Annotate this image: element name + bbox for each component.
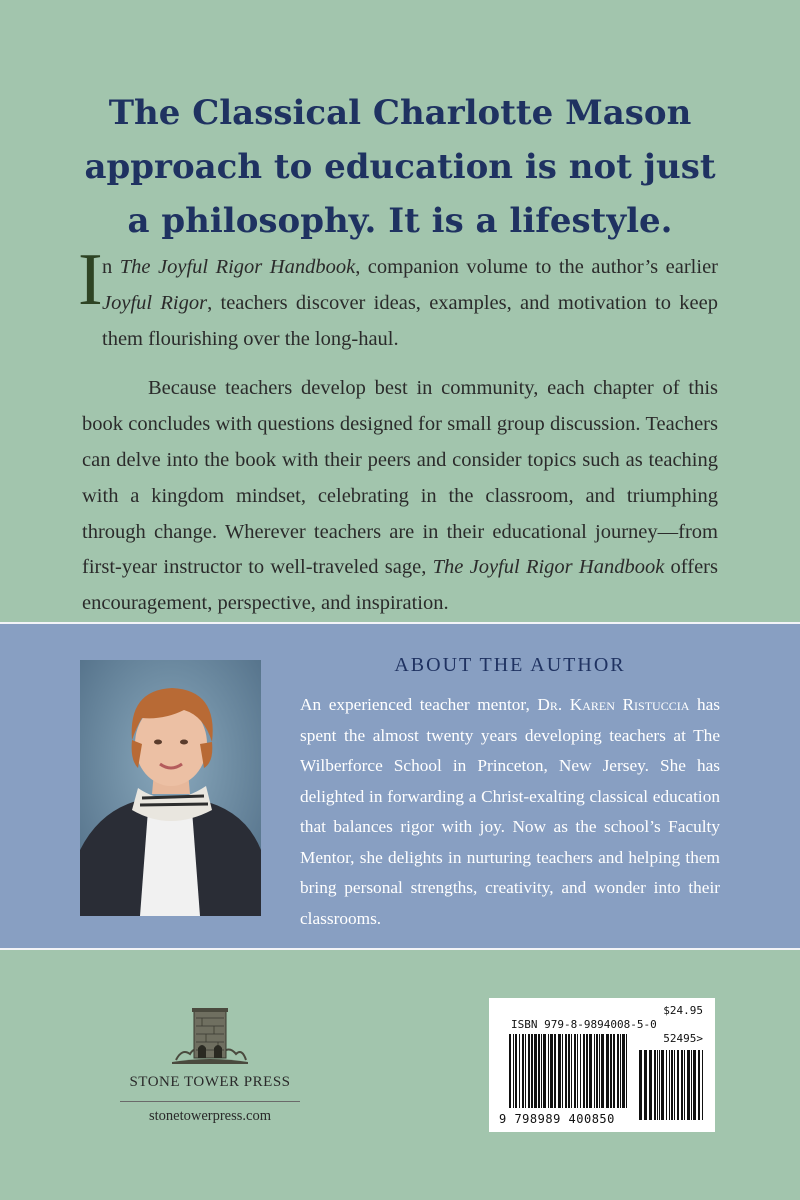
author-name: Dr. Karen Ristuccia [537, 695, 690, 714]
author-bio: An experienced teacher mentor, Dr. Karen Ristuccia has spent the almost twenty years developing teachers at The Wilberforce School in Princeton, New Jersey. She has delighted in forwarding a Christ-exalting classical education that balances rigor with joy. Now as the school’s Faculty Mentor, she delights in nurturing teachers and helping them bring personal strengths, creativity, and wonder into their classrooms. [300, 695, 720, 928]
barcode-bar [601, 1034, 604, 1108]
publisher-logo [120, 1004, 300, 1125]
barcode-bar [565, 1034, 567, 1108]
headline-line-2: approach to education is not just [84, 147, 716, 187]
headline [60, 86, 740, 248]
isbn-barcode [489, 998, 715, 1132]
barcode-addon-bar [661, 1050, 664, 1120]
barcode-bar [522, 1034, 524, 1108]
barcode-bar [577, 1034, 578, 1108]
barcode-bar [543, 1034, 546, 1108]
about-author-section [0, 622, 800, 950]
barcode-addon-bar [666, 1050, 667, 1120]
barcode-bar [599, 1034, 600, 1108]
ean-digits: 9 798989 400850 [499, 1112, 615, 1126]
barcode-bar [558, 1034, 561, 1108]
barcode-bar [515, 1034, 517, 1108]
barcode-bar [562, 1034, 563, 1108]
barcode-bar [528, 1034, 530, 1108]
barcode-addon-bar [654, 1050, 656, 1120]
author-portrait-image [80, 660, 261, 916]
barcode-addon-bar [693, 1050, 696, 1120]
barcode-addon-bar [671, 1050, 673, 1120]
barcode-addon-bar [684, 1050, 685, 1120]
author-photo [80, 660, 261, 916]
barcode-bar [538, 1034, 540, 1108]
earlier-book-title: Joyful Rigor [102, 291, 208, 314]
barcode-bar [571, 1034, 572, 1108]
barcode-addon-bar [657, 1050, 658, 1120]
barcode-bar [548, 1034, 549, 1108]
barcode-bar [620, 1034, 621, 1108]
barcode-bar [626, 1034, 627, 1108]
book-title: The Joyful Rigor Handbook [432, 556, 665, 579]
barcode-bar [583, 1034, 585, 1108]
book-title: The Joyful Rigor Handbook [119, 256, 356, 278]
barcode-bar [554, 1034, 556, 1108]
barcode-addon-bar [659, 1050, 660, 1120]
barcode-addon-bar [681, 1050, 683, 1120]
barcode-addon-bar [644, 1050, 647, 1120]
barcode-bar [580, 1034, 581, 1108]
headline-line-1: The Classical Charlotte Mason [108, 93, 692, 133]
barcode-bar [606, 1034, 609, 1108]
publisher-url[interactable]: stonetowerpress.com [148, 1108, 271, 1124]
barcode-bar [589, 1034, 592, 1108]
barcode-addon-bar [649, 1050, 652, 1120]
barcode-bar [531, 1034, 533, 1108]
about-author-heading: ABOUT THE AUTHOR [394, 654, 626, 676]
barcode-bar [617, 1034, 619, 1108]
barcode-bar [596, 1034, 598, 1108]
barcode-bar [550, 1034, 553, 1108]
barcode-addon-bar [639, 1050, 642, 1120]
headline-line-3: a philosophy. It is a lifestyle. [127, 201, 673, 241]
barcode-bar [541, 1034, 542, 1108]
barcode-addon-bar [698, 1050, 700, 1120]
barcode-bar [586, 1034, 588, 1108]
isbn-number: ISBN 979-8-9894008-5-0 [511, 1018, 657, 1031]
drop-cap: I [78, 239, 103, 321]
barcode-bar [513, 1034, 514, 1108]
barcode-bar [525, 1034, 526, 1108]
price: $24.95 [663, 1004, 703, 1017]
barcode-addon-bar [677, 1050, 679, 1120]
barcode-bar [534, 1034, 537, 1108]
publisher-name: STONE TOWER PRESS [120, 1074, 300, 1102]
barcode-bar [613, 1034, 615, 1108]
barcode-bar [594, 1034, 595, 1108]
stone-tower-icon [170, 1004, 250, 1064]
barcode-addon-bar [691, 1050, 692, 1120]
description-paragraph-2: Because teachers develop best in community, each chapter of this book concludes with questions designed for small group discussion. Teachers can delve into the book with their peers and consider topics such as teaching with a kingdom mindset, celebrating in the classroom, and triumphing through change. Wherever teachers are in their educational journey—from first-year instructor to well-traveled sage, The Joyful Rigor Handbook offers encouragement, perspective, and inspiration. [82, 377, 718, 615]
description-paragraph-1: I n The Joyful Rigor Handbook, companion volume to the author’s earlier Joyful Rigor, teachers discover ideas, examples, and motivation to keep them flourishing over the long-haul. [78, 239, 718, 350]
barcode-addon-bar [674, 1050, 675, 1120]
barcode-addon-bar [669, 1050, 670, 1120]
barcode-bar [568, 1034, 570, 1108]
barcode-bar [519, 1034, 520, 1108]
price-addon-code: 52495> [663, 1032, 703, 1045]
barcode-bar [610, 1034, 612, 1108]
barcode-bar [622, 1034, 625, 1108]
book-description [78, 239, 718, 622]
barcode-addon-bar [687, 1050, 690, 1120]
barcode-addon-bar [702, 1050, 703, 1120]
barcode-bar [574, 1034, 576, 1108]
barcode-bar [509, 1034, 511, 1108]
